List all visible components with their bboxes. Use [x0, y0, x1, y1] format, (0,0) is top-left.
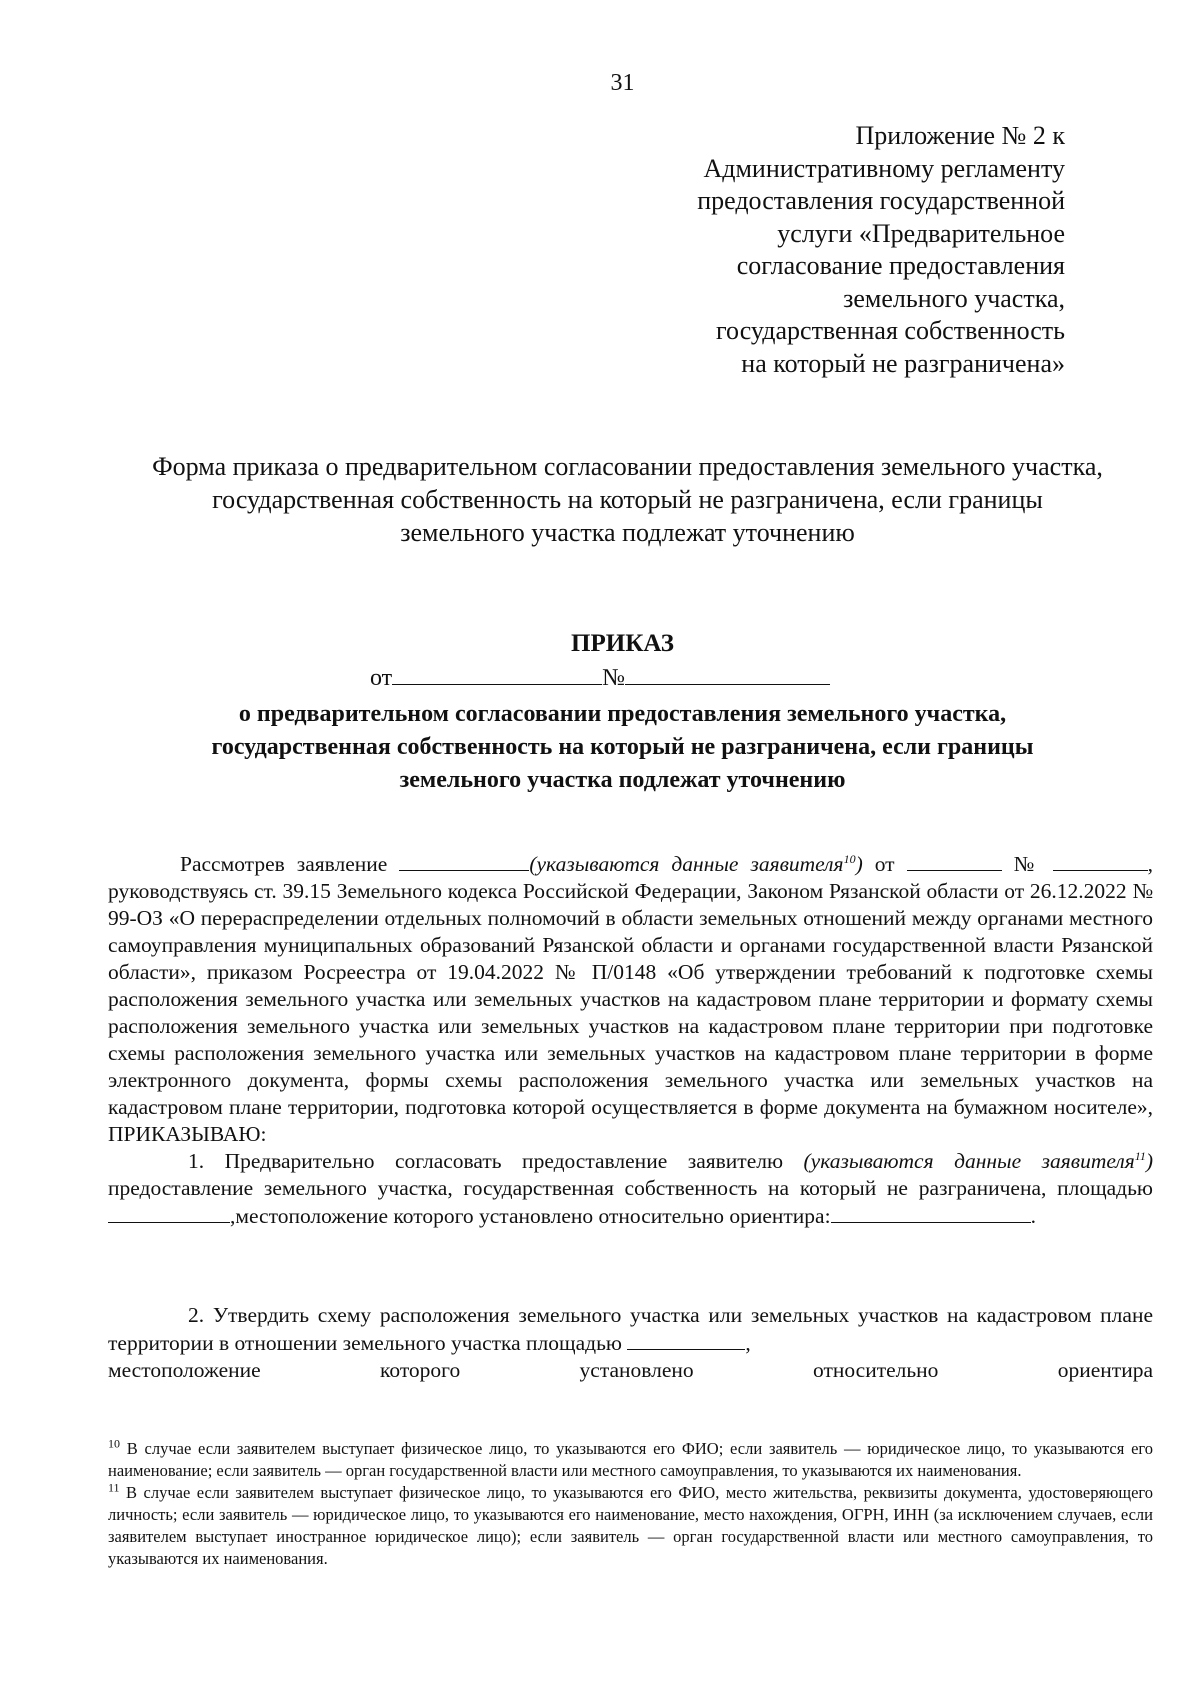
paragraph-item-1: 1. Предварительно согласовать предоставление заявителю (указываются данные заявителя$^{11}$) предоставление земельного участка, государственная собственность на который не разграничена, площадью,местоположение которого установлено относительно ориентира: . — [108, 1148, 1154, 1228]
applicant-data-hint: (указываются данные заявителя$^{10}$) — [529, 851, 863, 876]
appendix-line: согласование предоставления — [736, 251, 1065, 280]
appendix-line: Административному регламенту — [703, 153, 1065, 183]
appendix-header — [505, 120, 1065, 380]
footnote-10-number: 10 — [108, 1436, 120, 1451]
order-from-label: от — [370, 665, 393, 691]
appendix-line: Приложение № 2 к — [855, 121, 1065, 150]
text-item-1-area: предоставление земельного участка, государственная собственность на который не разграничена, площадью — [108, 1176, 1153, 1200]
text-from: от — [874, 852, 895, 876]
text-considered: Рассмотрев заявление — [180, 852, 388, 876]
paragraph-item-2: 2. Утвердить схему расположения земельного участка или земельных участков на кадастровом плане территории в отношении земельного участка площадью , — [108, 1303, 1153, 1355]
statement-blank — [399, 850, 529, 871]
appendix-line: услуги «Предварительное — [777, 218, 1065, 248]
footnote-ref-11: 11 — [1134, 1148, 1146, 1163]
subject-line: о предварительном согласовании предоставления земельного участка, — [238, 701, 1007, 727]
text-item-2: 2. Утвердить схему расположения земельного участка или земельных участков на кадастровом плане территории в отношении земельного участка площадью — [108, 1303, 1153, 1355]
form-title-line: земельного участка подлежат уточнению — [400, 518, 855, 547]
footnote-11 — [108, 1482, 1153, 1570]
scheme-area-blank — [627, 1329, 745, 1350]
appendix-line: земельного участка, — [843, 283, 1065, 313]
order-number-blank — [625, 664, 830, 685]
paragraph-item-2-continued: местоположение которого установлено относительно ориентира — [108, 1358, 1153, 1382]
page-number: 31 — [610, 70, 635, 96]
text-item-1-location: ,местоположение которого установлено относительно ориентира: — [230, 1204, 831, 1228]
footnote-11-number: 11 — [108, 1480, 120, 1495]
appendix-line: предоставления государственной — [697, 186, 1065, 215]
landmark-blank — [831, 1202, 1031, 1223]
footnote-11-text: В случае если заявителем выступает физическое лицо, то указываются его ФИО, место жительства, реквизиты документа, удостоверяющего личность; если заявитель — юридическое лицо, то указываются его наименование, место нахождения, ОГРН, ИНН (за исключением случаев, если заявителем выступает иностранное юридическое лицо); если заявитель — орган государственной власти или местного самоуправления, то указываются их наименования. — [108, 1483, 1153, 1568]
order-title: ПРИКАЗ — [571, 630, 674, 657]
form-title — [95, 450, 1160, 549]
subject-line: государственная собственность на который не разграничена, если границы — [211, 734, 1034, 760]
form-title-line: Форма приказа о предварительном согласовании предоставления земельного участка, — [152, 452, 1103, 481]
statement-date-blank — [907, 850, 1002, 871]
footnotes — [108, 1438, 1153, 1570]
form-title-line: государственная собственность на который не разграничена, если границы — [212, 485, 1043, 514]
order-date-number-line — [370, 664, 830, 692]
appendix-line: государственная собственность — [716, 316, 1065, 345]
text-number-sign: № — [1013, 852, 1041, 876]
footnote-ref-10: 10 — [843, 851, 856, 866]
paragraph-considered — [108, 850, 1153, 1148]
order-number-label: № — [602, 665, 626, 691]
body-text — [108, 850, 1153, 1230]
body-text-item-2 — [108, 1302, 1153, 1384]
statement-number-blank — [1053, 850, 1148, 871]
area-blank — [108, 1202, 230, 1223]
footnote-10 — [108, 1438, 1153, 1482]
order-date-blank — [392, 664, 602, 685]
order-subject — [120, 698, 1125, 797]
footnote-10-text: В случае если заявителем выступает физическое лицо, то указываются его ФИО; если заявитель — юридическое лицо, то указываются его наименование; если заявитель — орган государственной власти или местного самоуправления, то указываются их наименования. — [108, 1439, 1153, 1480]
text-legal-basis: , руководствуясь ст. 39.15 Земельного кодекса Российской Федерации, Законом Рязанской области от 26.12.2022 № 99-ОЗ «О перераспределении отдельных полномочий в области земельных отношений между органами местного самоуправления муниципальных образований Рязанской области и органами государственной власти Рязанской области», приказом Росреестра от 19.04.2022 № П/0148 «Об утверждении требований к подготовке схемы расположения земельного участка или земельных участков на кадастровом плане территории и формату схемы расположения земельного участка или земельных участков на кадастровом плане территории при подготовке схемы расположения земельного участка или земельных участков на кадастровом плане территории в форме электронного документа, формы схемы расположения земельного участка или земельных участков на кадастровом плане территории, подготовка которой осуществляется в форме документа на бумажном носителе», ПРИКАЗЫВАЮ: — [108, 852, 1154, 1146]
applicant-data-hint: (указываются данные заявителя$^{11}$) — [803, 1148, 1154, 1173]
text-item-1: 1. Предварительно согласовать предоставление заявителю — [188, 1149, 784, 1173]
subject-line: земельного участка подлежат уточнению — [399, 767, 846, 793]
appendix-line: на который не разграничена» — [741, 348, 1065, 378]
